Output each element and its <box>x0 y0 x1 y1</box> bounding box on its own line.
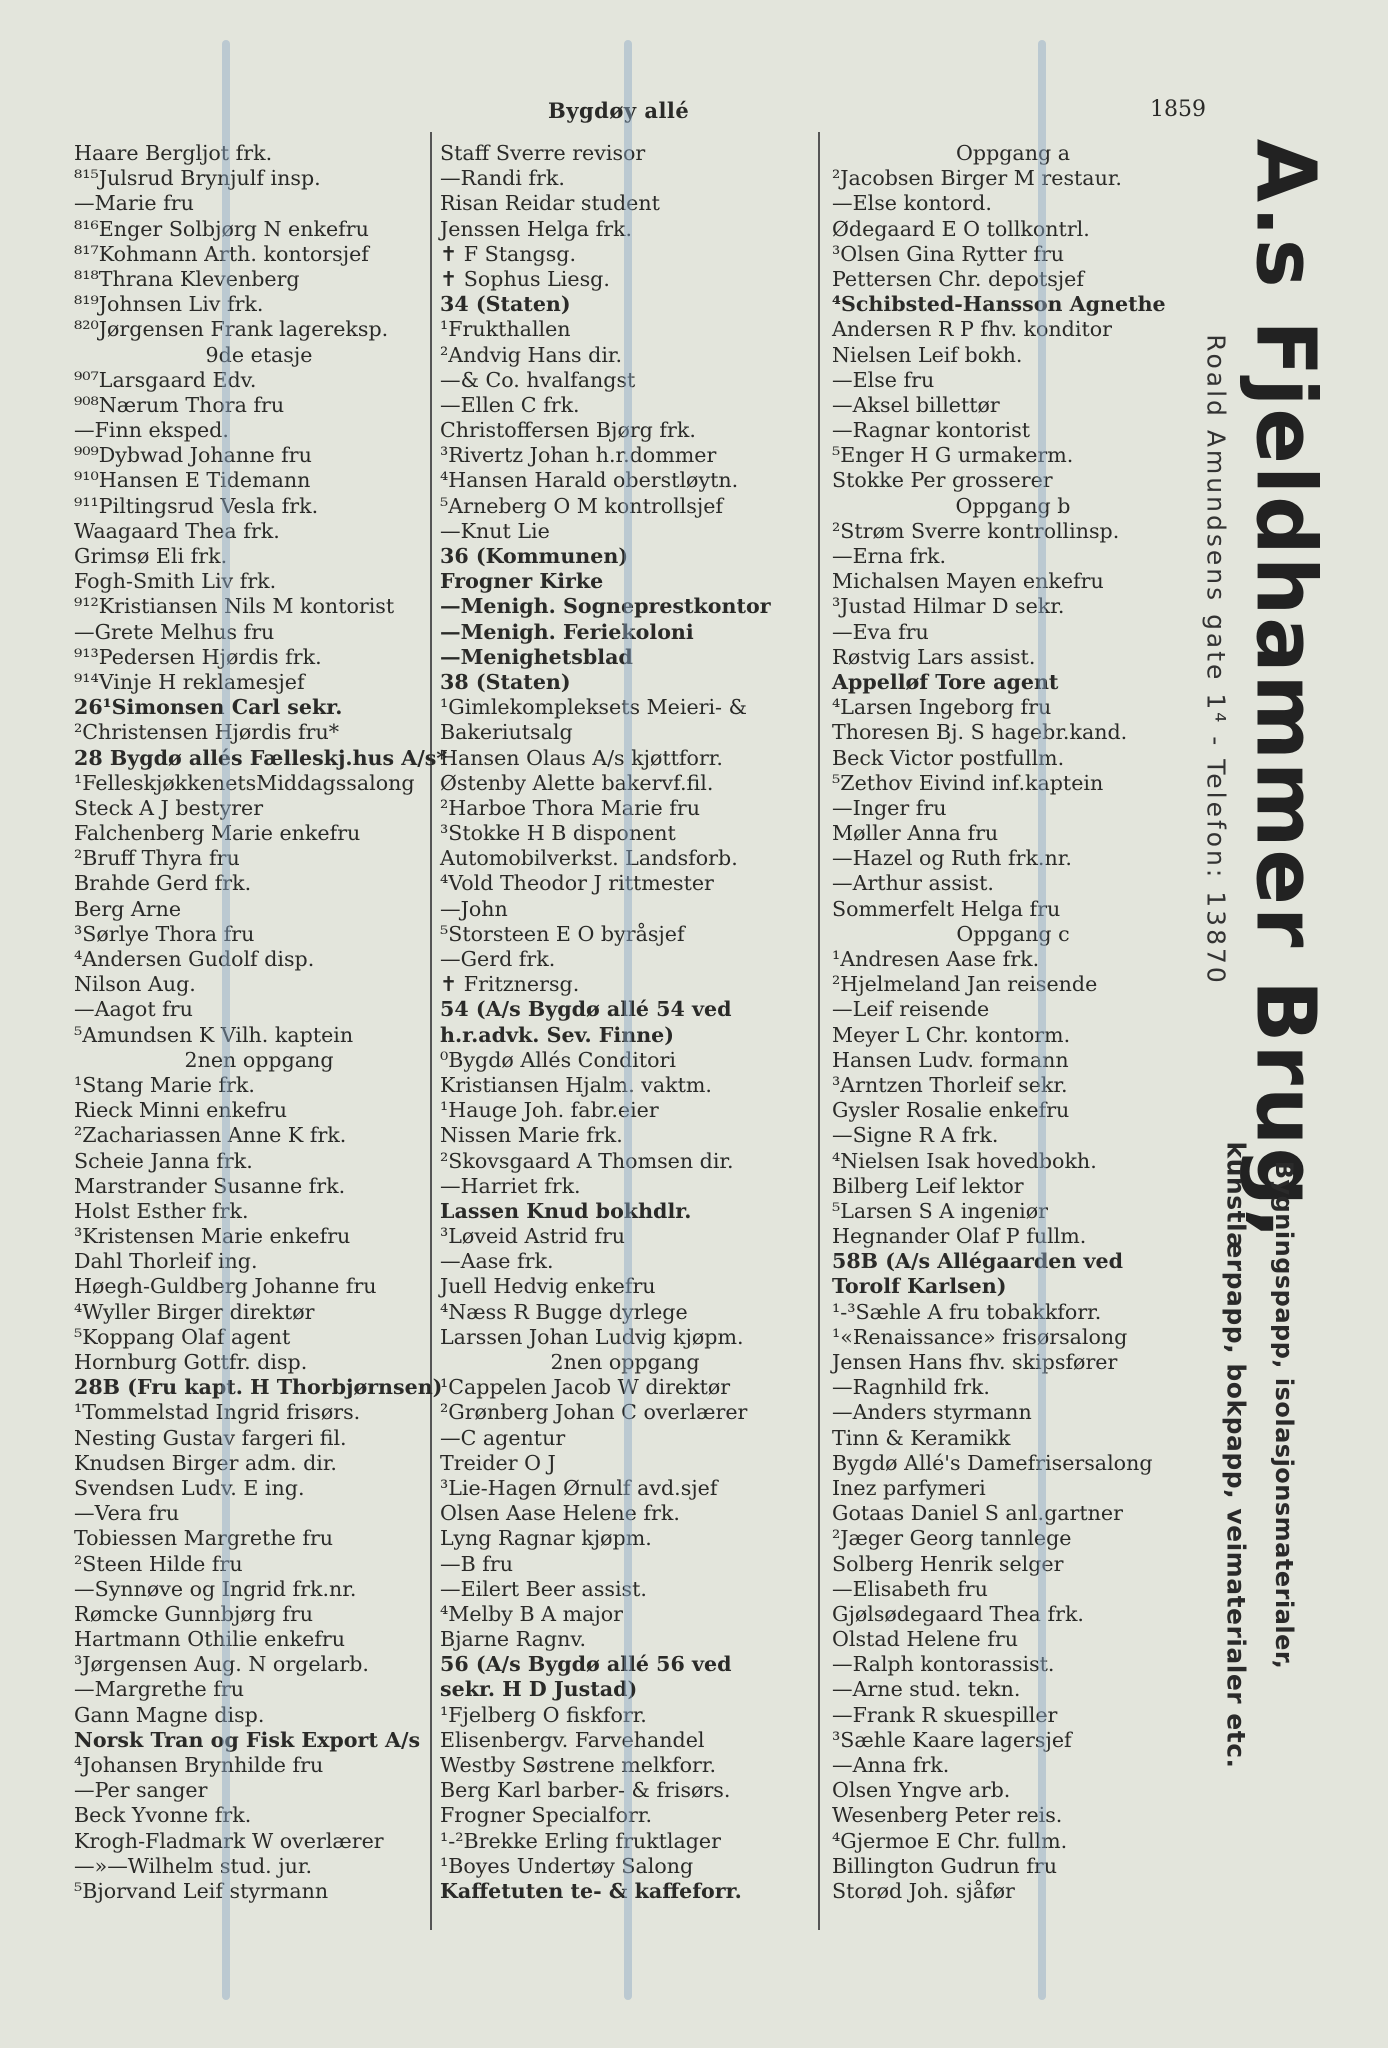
directory-entry: —Arne stud. tekn. <box>832 1677 1021 1702</box>
directory-entry: Thoresen Bj. S hagebr.kand. <box>832 720 1128 745</box>
directory-entry: 54 (A/s Bygdø allé 54 ved <box>440 997 732 1022</box>
directory-entry: —Else fru <box>832 367 935 392</box>
section-heading: 2nen oppgang <box>550 1350 700 1374</box>
directory-entry: 58B (A/s Allégaarden ved <box>832 1249 1124 1274</box>
directory-entry: ³Kristensen Marie enkefru <box>74 1224 351 1249</box>
directory-entry: 34 (Staten) <box>440 292 571 317</box>
directory-entry: ¹Boyes Undertøy Salong <box>440 1853 694 1878</box>
directory-entry: ⁸¹⁸Thrana Klevenberg <box>74 266 300 291</box>
directory-entry: ²Andvig Hans dir. <box>440 342 623 367</box>
directory-entry: —Arthur assist. <box>832 871 994 896</box>
directory-entry: ✝ F Stangsg. <box>440 241 577 266</box>
directory-entry: Gann Magne disp. <box>74 1702 265 1727</box>
directory-entry: Larssen Johan Ludvig kjøpm. <box>440 1324 744 1349</box>
directory-entry: ¹«Renaissance» frisørsalong <box>832 1324 1128 1349</box>
directory-entry: —Menighetsblad <box>440 644 633 669</box>
directory-entry: 26¹Simonsen Carl sekr. <box>74 695 343 720</box>
directory-entry: sekr. H D Justad) <box>440 1677 638 1702</box>
directory-entry: Bygdø Allé's Damefrisersalong <box>832 1450 1153 1475</box>
directory-entry: Andersen R P fhv. konditor <box>832 317 1112 342</box>
directory-entry: Olstad Helene fru <box>832 1627 1018 1652</box>
directory-entry: ⁴Næss R Bugge dyrlege <box>440 1299 688 1324</box>
directory-entry: ⁴Wyller Birger direktør <box>74 1299 315 1324</box>
directory-entry: ⁸¹⁶Enger Solbjørg N enkefru <box>74 216 369 241</box>
directory-entry: —Eva fru <box>832 619 929 644</box>
directory-entry: —Menigh. Feriekoloni <box>440 619 694 644</box>
directory-entry: Nielsen Leif bokh. <box>832 342 1023 367</box>
directory-entry: Nesting Gustav fargeri fil. <box>74 1425 347 1450</box>
page-header-title: Bygdøy allé <box>548 98 690 123</box>
directory-entry: —Erna frk. <box>832 544 947 568</box>
directory-entry: ⁵Bjorvand Leif styrmann <box>74 1878 329 1903</box>
directory-entry: Berg Arne <box>74 896 182 921</box>
column-rule <box>818 132 820 1930</box>
directory-entry: Brahde Gerd frk. <box>74 871 252 896</box>
directory-entry: —Synnøve og Ingrid frk.nr. <box>74 1576 357 1601</box>
directory-entry: ²Jæger Georg tannlege <box>832 1526 1072 1551</box>
directory-entry: 38 (Staten) <box>440 669 571 694</box>
directory-entry: ⁹⁰⁷Larsgaard Edv. <box>74 367 257 392</box>
directory-entry: ⁴Larsen Ingeborg fru <box>832 695 1052 720</box>
directory-entry: Frogner Specialforr. <box>440 1803 653 1828</box>
directory-entry: ¹Stang Marie frk. <box>74 1072 255 1097</box>
directory-entry: Ødegaard E O tollkontrl. <box>832 216 1090 241</box>
directory-entry: Gjølsødegaard Thea frk. <box>832 1601 1084 1626</box>
directory-entry: Svendsen Ludv. E ing. <box>74 1475 305 1500</box>
directory-entry: Jensen Hans fhv. skipsfører <box>832 1350 1118 1374</box>
directory-entry: Lassen Knud bokhdlr. <box>440 1198 692 1223</box>
directory-entry: Treider O J <box>440 1450 556 1475</box>
section-heading: Oppgang b <box>955 493 1071 518</box>
directory-entry: h.r.advk. Sev. Finne) <box>440 1022 675 1047</box>
directory-entry: Pettersen Chr. depotsjef <box>832 266 1084 291</box>
directory-entry: ²Christensen Hjørdis fru* <box>74 720 340 745</box>
directory-entry: Nissen Marie frk. <box>440 1123 623 1148</box>
directory-entry: Elisenbergv. Farvehandel <box>440 1727 705 1752</box>
directory-entry: Juell Hedvig enkefru <box>440 1274 656 1299</box>
directory-entry: ¹Fjelberg O fiskforr. <box>440 1702 647 1727</box>
directory-entry: —Aksel billettør <box>832 392 1000 417</box>
directory-entry: Meyer L Chr. kontorm. <box>832 1022 1071 1047</box>
directory-entry: ³Rivertz Johan h.r.dommer <box>440 443 717 468</box>
directory-entry: ³Sørlye Thora fru <box>74 921 255 946</box>
section-heading: 2nen oppgang <box>184 1047 334 1072</box>
directory-entry: —Menigh. Sogneprestkontor <box>440 594 771 619</box>
directory-entry: Hansen Ludv. formann <box>832 1047 1069 1072</box>
directory-entry: Gotaas Daniel S anl.gartner <box>832 1501 1123 1526</box>
directory-entry: ²Harboe Thora Marie fru <box>440 795 700 820</box>
directory-entry: Krogh-Fladmark W overlærer <box>74 1828 384 1853</box>
directory-entry: Sommerfelt Helga fru <box>832 896 1061 921</box>
directory-entry: —& Co. hvalfangst <box>440 367 636 392</box>
directory-entry: ³Olsen Gina Rytter fru <box>832 241 1065 266</box>
directory-entry: 56 (A/s Bygdø allé 56 ved <box>440 1652 732 1677</box>
directory-entry: Bakeriutsalg <box>440 720 573 745</box>
pen-mark <box>624 40 632 2000</box>
advertisement-products-2 <box>1216 1130 1256 1780</box>
directory-entry: —Signe R A frk. <box>832 1123 999 1148</box>
directory-entry: Christoffersen Bjørg frk. <box>440 418 696 443</box>
directory-entry: ⁸¹⁹Johnsen Liv frk. <box>74 292 264 317</box>
directory-entry: Westby Søstrene melkforr. <box>440 1753 717 1777</box>
directory-entry: —Frank R skuespiller <box>832 1702 1058 1727</box>
directory-entry: ³Løveid Astrid fru <box>440 1224 626 1249</box>
directory-entry: Bjarne Ragnv. <box>440 1627 587 1652</box>
directory-entry: ⁵Arneberg O M kontrollsjef <box>440 493 724 518</box>
directory-entry: ²Zachariassen Anne K frk. <box>74 1123 347 1148</box>
directory-entry: Østenby Alette bakervf.fil. <box>440 770 714 795</box>
directory-entry: Olsen Yngve arb. <box>832 1778 1011 1803</box>
directory-entry: Gysler Rosalie enkefru <box>832 1098 1070 1123</box>
directory-entry: —Else kontord. <box>832 191 992 216</box>
directory-entry: ⁵Storsteen E O byråsjef <box>440 921 685 946</box>
directory-entry: Automobilverkst. Landsforb. <box>440 846 738 871</box>
directory-entry: ²Strøm Sverre kontrollinsp. <box>832 518 1120 543</box>
directory-entry: Lyng Ragnar kjøpm. <box>440 1526 652 1551</box>
directory-entry: ²Jacobsen Birger M restaur. <box>832 166 1122 191</box>
directory-entry: Høegh-Guldberg Johanne fru <box>74 1274 377 1299</box>
directory-entry: Nilson Aug. <box>74 972 196 997</box>
directory-entry: ³Stokke H B disponent <box>440 821 676 846</box>
directory-entry: Røstvig Lars assist. <box>832 644 1036 669</box>
directory-entry: ⁴Nielsen Isak hovedbokh. <box>832 1148 1097 1173</box>
directory-entry: Michalsen Mayen enkefru <box>832 569 1104 594</box>
directory-entry: ¹Hauge Joh. fabr.eier <box>440 1098 659 1123</box>
directory-entry: ⁰Bygdø Allés Conditori <box>440 1047 676 1072</box>
directory-entry: ²Bruff Thyra fru <box>74 846 240 871</box>
directory-entry: ¹FelleskjøkkenetsMiddagssalong <box>74 770 415 795</box>
directory-entry: ¹Cappelen Jacob W direktør <box>440 1375 731 1400</box>
directory-entry: Grimsø Eli frk. <box>74 544 228 568</box>
directory-entry: Solberg Henrik selger <box>832 1551 1064 1576</box>
directory-entry: —Knut Lie <box>440 518 550 543</box>
directory-entry: ⁵Amundsen K Vilh. kaptein <box>74 1022 354 1047</box>
directory-entry: —Margrethe fru <box>74 1677 245 1702</box>
directory-entry: ³Jørgensen Aug. N orgelarb. <box>74 1652 369 1677</box>
directory-entry: ⁴Gjermoe E Chr. fullm. <box>832 1828 1068 1853</box>
directory-entry: Marstrander Susanne frk. <box>74 1173 346 1198</box>
directory-entry: Steck A J bestyrer <box>74 795 264 820</box>
directory-entry: Tobiessen Margrethe fru <box>74 1526 334 1551</box>
directory-entry: Rieck Minni enkefru <box>74 1098 288 1123</box>
directory-entry: —Aagot fru <box>74 997 193 1022</box>
directory-entry: Kaffetuten te- & kaffeforr. <box>440 1878 742 1903</box>
directory-entry: Kristiansen Hjalm. vaktm. <box>440 1072 712 1097</box>
directory-entry: Jenssen Helga frk. <box>440 216 633 241</box>
directory-entry: Beck Victor postfullm. <box>832 745 1065 770</box>
directory-entry: Holst Esther frk. <box>74 1198 249 1223</box>
directory-entry: Haare Bergljot frk. <box>74 141 273 165</box>
directory-entry: Rømcke Gunnbjørg fru <box>74 1601 314 1626</box>
directory-entry: ³Sæhle Kaare lagersjef <box>832 1727 1072 1752</box>
directory-entry: —Aase frk. <box>440 1249 554 1274</box>
directory-entry: ⁹¹⁴Vinje H reklamesjef <box>74 669 305 694</box>
directory-entry: —Grete Melhus fru <box>74 619 275 644</box>
directory-entry: ²Steen Hilde fru <box>74 1551 243 1576</box>
directory-entry: ⁸¹⁷Kohmann Arth. kontorsjef <box>74 241 369 266</box>
directory-column-1 <box>74 141 448 1904</box>
directory-entry: Torolf Karlsen) <box>832 1274 1007 1299</box>
directory-column-3 <box>832 141 1194 1904</box>
directory-entry: 28B (Fru kapt. H Thorbjørnsen) <box>74 1375 443 1400</box>
directory-entry: —Ralph kontorassist. <box>832 1652 1055 1677</box>
directory-entry: —Hazel og Ruth frk.nr. <box>832 846 1072 871</box>
directory-entry: ✝ Sophus Liesg. <box>440 266 610 291</box>
directory-entry: —Ragnhild frk. <box>832 1375 990 1400</box>
directory-entry: —Per sanger <box>74 1778 208 1803</box>
directory-entry: —Ragnar kontorist <box>832 418 1031 443</box>
directory-entry: ⁴Hansen Harald oberstløytn. <box>440 468 739 493</box>
section-heading: 9de etasje <box>205 342 313 367</box>
directory-entry: —Inger fru <box>832 795 947 820</box>
directory-entry: 36 (Kommunen) <box>440 544 629 568</box>
directory-entry: ³Justad Hilmar D sekr. <box>832 594 1065 619</box>
directory-entry: ⁸²⁰Jørgensen Frank lagereksp. <box>74 317 389 342</box>
directory-entry: Scheie Janna frk. <box>74 1148 253 1173</box>
directory-entry: ¹Frukthallen <box>440 317 571 342</box>
directory-entry: ⁴Vold Theodor J rittmester <box>440 871 714 896</box>
directory-entry: —Eilert Beer assist. <box>440 1576 647 1601</box>
section-heading: Oppgang c <box>956 921 1070 946</box>
directory-entry: —Finn eksped. <box>74 418 229 443</box>
pen-mark <box>1038 40 1046 2000</box>
directory-entry: Frogner Kirke <box>440 569 604 594</box>
directory-entry: —John <box>440 896 508 921</box>
directory-entry: ⁸¹⁵Julsrud Brynjulf insp. <box>74 166 321 191</box>
directory-entry: Berg Karl barber- & frisørs. <box>440 1778 731 1803</box>
directory-entry: Bilberg Leif lektor <box>832 1173 1024 1198</box>
directory-entry: —Marie fru <box>74 191 194 216</box>
ad-address-line: Roald Amundsens gate 1⁴ - Telefon: 13870 <box>1201 334 1231 986</box>
directory-entry: Hansen Olaus A/s kjøttforr. <box>440 745 723 770</box>
directory-entry: ¹Tommelstad Ingrid frisørs. <box>74 1400 361 1425</box>
directory-entry: ⁵Enger H G urmakerm. <box>832 443 1074 468</box>
directory-entry: —Harriet frk. <box>440 1173 581 1198</box>
directory-entry: ⁵Larsen S A ingeniør <box>832 1198 1049 1223</box>
directory-entry: 28 Bygdø allés Fælleskj.hus A/s* <box>74 745 448 770</box>
directory-entry: Staff Sverre revisor <box>440 141 646 165</box>
directory-entry: —Anna frk. <box>832 1753 950 1777</box>
directory-entry: Dahl Thorleif ing. <box>74 1249 258 1274</box>
directory-entry: —Leif reisende <box>832 997 990 1022</box>
directory-entry: —Ellen C frk. <box>440 392 580 417</box>
directory-entry: ⁴Andersen Gudolf disp. <box>74 947 315 971</box>
directory-entry: ⁹¹¹Piltingsrud Vesla frk. <box>74 493 319 518</box>
directory-entry: ¹Andresen Aase frk. <box>832 947 1040 971</box>
directory-entry: ¹‑²Brekke Erling fruktlager <box>440 1828 721 1853</box>
directory-entry: Stokke Per grosserer <box>832 468 1053 493</box>
directory-entry: —Elisabeth fru <box>832 1576 988 1601</box>
directory-entry: —B fru <box>440 1551 514 1576</box>
directory-entry: ⁵Zethov Eivind inf.kaptein <box>832 770 1104 795</box>
directory-entry: Fogh-Smith Liv frk. <box>74 569 277 594</box>
directory-entry: Hartmann Othilie enkefru <box>74 1627 345 1652</box>
directory-entry: Hornburg Gottfr. disp. <box>74 1350 308 1374</box>
directory-entry: ¹‑³Sæhle A fru tobakkforr. <box>832 1299 1102 1324</box>
directory-entry: Inez parfymeri <box>832 1475 986 1500</box>
advertisement-company <box>1237 120 1333 1260</box>
directory-entry: ⁵Koppang Olaf agent <box>74 1324 291 1349</box>
directory-entry: Appelløf Tore agent <box>832 669 1059 694</box>
directory-entry: ³Lie-Hagen Ørnulf avd.sjef <box>440 1475 718 1500</box>
section-heading: Oppgang a <box>956 141 1070 165</box>
directory-entry: ⁹⁰⁹Dybwad Johanne fru <box>74 443 312 468</box>
directory-entry: —Gerd frk. <box>440 947 556 971</box>
ad-products-line-1: Bygningspapp, isolasjonsmaterialer, <box>1270 1160 1298 1670</box>
pen-mark <box>222 40 230 2000</box>
directory-entry: ⁹⁰⁸Nærum Thora fru <box>74 392 285 417</box>
directory-entry: —Randi frk. <box>440 166 565 191</box>
directory-entry: Norsk Tran og Fisk Export A/s <box>74 1727 421 1752</box>
directory-entry: ²Skovsgaard A Thomsen dir. <box>440 1148 734 1173</box>
directory-entry: Billington Gudrun fru <box>832 1853 1057 1878</box>
directory-entry: ✝ Fritznersg. <box>440 972 580 997</box>
directory-entry: ²Grønberg Johan C overlærer <box>440 1400 748 1425</box>
directory-entry: Risan Reidar student <box>440 191 660 216</box>
directory-entry: ⁴Schibsted-Hansson Agnethe <box>832 292 1166 317</box>
ad-products-line-2: kunstlærpapp, bokpapp, veimaterialer etc. <box>1221 1141 1251 1769</box>
page-number: 1859 <box>1150 97 1206 122</box>
directory-entry: Beck Yvonne frk. <box>74 1803 252 1828</box>
directory-entry: Tinn & Keramikk <box>832 1425 1011 1450</box>
directory-entry: ⁹¹²Kristiansen Nils M kontorist <box>74 594 395 619</box>
ad-company-name: A.s Fjeldhammer Brug, <box>1237 138 1333 1242</box>
directory-entry: Storød Joh. sjåfør <box>832 1878 1015 1903</box>
directory-entry: Wesenberg Peter reis. <box>832 1803 1063 1828</box>
directory-entry: ⁴Johansen Brynhilde fru <box>74 1753 324 1777</box>
directory-entry: ⁹¹⁰Hansen E Tidemann <box>74 468 311 493</box>
directory-entry: Falchenberg Marie enkefru <box>74 821 361 846</box>
directory-entry: ⁹¹³Pedersen Hjørdis frk. <box>74 644 322 669</box>
directory-entry: ³Arntzen Thorleif sekr. <box>832 1072 1068 1097</box>
advertisement-products-1 <box>1264 1130 1304 1700</box>
directory-entry: Olsen Aase Helene frk. <box>440 1501 680 1526</box>
directory-entry: Waagaard Thea frk. <box>74 518 280 543</box>
directory-entry: ²Hjelmeland Jan reisende <box>832 972 1098 997</box>
directory-entry: Møller Anna fru <box>832 821 999 846</box>
directory-entry: Hegnander Olaf P fullm. <box>832 1224 1087 1249</box>
advertisement-address <box>1196 280 1236 1040</box>
directory-entry: ¹Gimlekompleksets Meieri- & <box>440 695 747 720</box>
directory-entry: —»—Wilhelm stud. jur. <box>74 1853 313 1878</box>
directory-entry: ⁴Melby B A major <box>440 1601 624 1626</box>
directory-entry: Knudsen Birger adm. dir. <box>74 1450 337 1475</box>
directory-entry: —Vera fru <box>74 1501 180 1526</box>
directory-entry: —Anders styrmann <box>832 1400 1032 1425</box>
directory-entry: —C agentur <box>440 1425 566 1450</box>
